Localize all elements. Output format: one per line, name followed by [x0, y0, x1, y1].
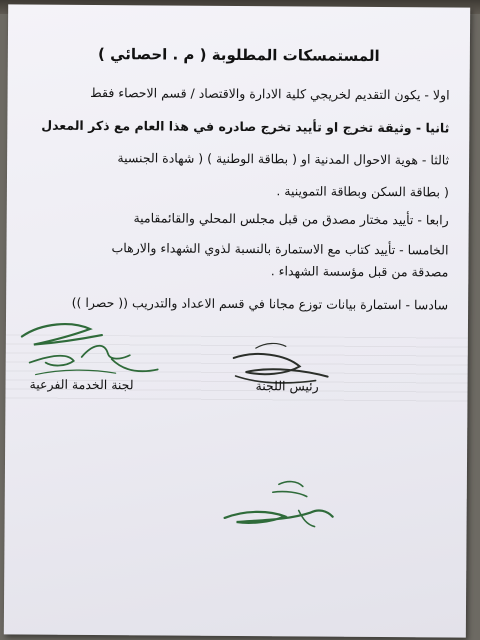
signature-right [215, 336, 345, 407]
requirement-line-5: الخامسا - تأييد كتاب مع الاستمارة بالنسبة لذوي الشهداء والارهاب [111, 240, 449, 258]
requirement-line-4: رابعا - تأييد مختار مصدق من قبل مجلس المحلي والقائمقامية [133, 210, 449, 228]
caption-committee-head: رئيس اللجنة [255, 378, 319, 394]
requirement-line-5-cont: مصدقة من قبل مؤسسة الشهداء . [270, 263, 449, 280]
signature-bottom [214, 476, 344, 547]
requirement-line-3-cont: ( بطاقة السكن وبطاقة التموينية . [276, 183, 449, 200]
document-page [4, 4, 470, 637]
requirement-line-1: اولا - يكون التقديم لخريجي كلية الادارة والاقتصاد / قسم الاحصاء فقط [90, 84, 450, 103]
requirement-line-3: ثالثا - هوية الاحوال المدنية او ( بطاقة الوطنية ) ( شهادة الجنسية [117, 150, 450, 168]
requirement-line-6: سادسا - استمارة بيانات توزع مجانا في قسم الاعداد والتدريب (( حصرا )) [71, 294, 449, 313]
caption-committee: لجنة الخدمة الفرعية [29, 376, 134, 393]
requirement-line-2: ثانيا - وثيقة تخرج او تأييد تخرج صادره في هذا العام مع ذكر المعدل [41, 117, 450, 136]
document-title: المستمسكات المطلوبة ( م . احصائي ) [98, 45, 380, 65]
